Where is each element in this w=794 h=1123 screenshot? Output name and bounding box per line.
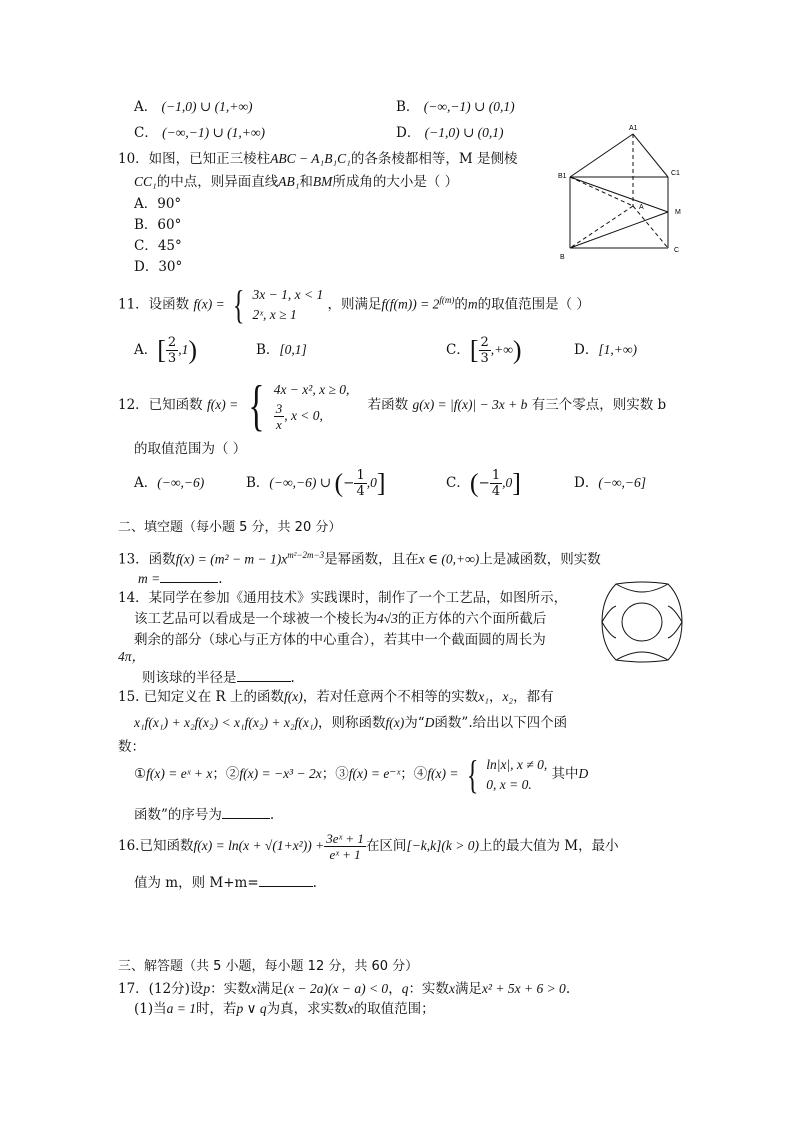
q11-options [134, 333, 197, 367]
q17-line2 [134, 1000, 435, 1018]
math-expression: f(x) = [193, 296, 225, 312]
math-var: m [467, 296, 478, 312]
math-expression: f(x) = ln(x + √(1+x²)) + [193, 838, 325, 853]
answer-blank[interactable] [222, 804, 270, 819]
q14-line1: 14．某同学在参加《通用技术》实践课时，制作了一个工艺品，如图所示， [118, 590, 568, 606]
front-section-circle [622, 603, 662, 641]
text: 10．如图，已知正三棱柱 [118, 151, 271, 167]
math-expression: ABC − A₁B₁C₁ [270, 151, 351, 166]
text: ，都有 [513, 689, 554, 705]
math-expression: f(x) = [206, 397, 239, 412]
text: 则该球的半径是 [142, 670, 237, 686]
q10-option-d: D．30° [134, 259, 183, 275]
option-label: C． [134, 125, 158, 141]
brace-icon: { [247, 374, 265, 437]
text: 函数”的序号为 [134, 807, 222, 823]
text: 若函数 [367, 397, 409, 413]
text: 的 [454, 296, 468, 313]
q12-line2: 的取值范围为（ ） [134, 441, 247, 457]
text: 上是减函数，则实数 [479, 551, 601, 568]
math-var: x₁ [478, 689, 489, 704]
option-expression: (−1,0) ∪ (0,1) [424, 125, 504, 140]
text: 函数”.给出以下四个函 [434, 715, 568, 731]
q10-line1 [118, 150, 518, 168]
math-expression: a = 1 [166, 1001, 196, 1016]
label-m: M [675, 209, 681, 216]
fraction: $\frac{2}{3}$ [167, 335, 177, 366]
label-b1: B1 [558, 173, 567, 180]
q16-line2: 值为 m，则 M+m= . [134, 872, 317, 892]
text: ，若对任意两个不相等的实数 [302, 689, 479, 705]
superscript: f(m) [439, 295, 455, 305]
text: 的取值范围是（ ） [477, 296, 590, 313]
fraction: $\frac{1}{4}$ [491, 468, 501, 499]
q11-stem [118, 278, 590, 327]
segment-b1-a [570, 177, 633, 206]
piecewise [486, 755, 547, 795]
text: 和 [299, 174, 313, 190]
q14-line2 [134, 610, 546, 628]
math-expression: 4√3 [377, 611, 398, 626]
option-expression: (−1,0) ∪ (1,+∞) [161, 99, 253, 114]
brace-icon: { [466, 751, 479, 797]
piece: 3x − 1, x < 1 [252, 287, 324, 302]
math-expression: f(x) = e⁻ˣ [348, 766, 401, 781]
math-var: D [424, 715, 435, 730]
q9-option-a [134, 98, 252, 116]
math-var: q [401, 981, 409, 996]
label-c: C [674, 247, 680, 254]
math-expression: (x − 2a)(x − a) < 0 [283, 981, 389, 996]
q10-option-b: B．60° [134, 217, 182, 233]
math-var: x [250, 981, 257, 996]
text: 13．函数 [118, 551, 176, 568]
option-expression: [1,+∞) [598, 342, 637, 357]
q15-items: ①f(x) = eˣ + x；②f(x) = −x³ − 2x；③f(x) = e⁻ˣ；④f(x) = { ln|x|, x ≠ 0, 0, x = 0. 其中D [134, 751, 589, 797]
text: ：实数 [210, 981, 251, 997]
option-expression: (−∞,−6) [157, 475, 205, 490]
q12-option-c: C．(− $\frac{1}{4}$ ,0] [446, 468, 521, 499]
math-expression: m = [138, 571, 161, 586]
math-expression: f(x) = (m² − m − 1)x [175, 551, 288, 567]
right-section-arc [668, 606, 682, 638]
answer-blank[interactable] [237, 667, 291, 682]
math-expression: x₁f(x₁) + x₂f(x₂) < x₁f(x₂) + x₂f(x₁) [134, 715, 319, 730]
fraction: $\frac{1}{4}$ [356, 468, 365, 499]
text: 的取值范围； [353, 1001, 435, 1017]
answer-blank[interactable] [160, 568, 218, 583]
text: 值为 m，则 M+m= [134, 875, 259, 891]
text: ：实数 [408, 981, 449, 997]
left-section-arc [602, 606, 616, 638]
q12-option-b: B．(−∞,−6) ∪ (− $\frac{1}{4}$ ,0] [246, 468, 386, 499]
segment-b1-m [570, 177, 668, 212]
text: 所成角的大小是（ ） [332, 174, 459, 190]
text: 上的最大值为 M，最小 [479, 838, 619, 854]
q11-option-d [574, 333, 637, 367]
piece: , x < 0, [284, 408, 323, 423]
q15-line1: 15. 已知定义在 R 上的函数f(x)，若对任意两个不相等的实数x₁，x₂，都有 [118, 689, 554, 705]
q16-line1 [118, 826, 619, 866]
q10-option-c: C．45° [134, 238, 182, 254]
brace-icon: { [232, 282, 245, 327]
text: 其中 [551, 766, 579, 782]
q11-option-a: A．[ $\frac{2}{3}$ ,1) [134, 335, 197, 366]
math-expression: f(f(m)) = 2 [381, 296, 440, 312]
q10-line2 [134, 173, 458, 191]
text: 满足 [454, 981, 482, 997]
math-var: D [578, 766, 589, 781]
q11-option-c: C．[ $\frac{2}{3}$ ,+∞) [446, 335, 522, 366]
sphere-cube-figure [596, 578, 688, 666]
text: 为真，求实数 [266, 1001, 348, 1017]
q9-option-d [396, 124, 504, 142]
math-expression: g(x) = |f(x)| − 3x + b [412, 397, 528, 412]
math-expression: f(x) = −x³ − 2x [239, 766, 322, 781]
option-expression: [0,1] [279, 342, 307, 357]
q14-line3: 剩余的部分（球心与正方体的中心重合），若其中一个截面圆的周长为 [134, 632, 546, 648]
edge-a1-c1 [633, 134, 668, 177]
math-expression: AB₁ [278, 174, 300, 189]
text: 满足 [256, 981, 284, 997]
option-expression: (−∞,−1) ∪ (1,+∞) [162, 125, 266, 140]
edge-a-c [633, 206, 668, 248]
edge-a1-b1 [570, 134, 633, 177]
text: 17．(12分)设 [118, 981, 204, 997]
answer-blank[interactable] [259, 872, 313, 887]
text: 是幂函数，且在 [324, 551, 419, 568]
q13-line2: m = . [138, 568, 223, 588]
fraction: $\frac{3}{x}$ [275, 401, 283, 432]
label-a: A [639, 204, 644, 211]
option-expression: (−∞,−6] [598, 475, 647, 490]
section-title-solutions: 三、解答题（共 5 小题，每小题 12 分，共 60 分） [118, 959, 419, 974]
math-expression: f(x) [284, 689, 303, 704]
math-expression: p ∨ q [236, 1001, 267, 1016]
q9-option-b [396, 98, 515, 116]
fraction: $\frac{\text{3eˣ + 1}}{\text{eˣ + 1}}$ [326, 831, 364, 862]
q15-line2: x₁f(x₁) + x₂f(x₂) < x₁f(x₂) + x₂f(x₁)，则称函数f(x)为“D函数”.给出以下四个函 [134, 715, 568, 731]
bottom-section-arc [616, 652, 668, 660]
label-c1: C1 [671, 170, 680, 177]
q13-line1 [118, 546, 601, 569]
math-expression: CC₁ [134, 174, 157, 189]
option-expression: (−∞,−1) ∪ (0,1) [423, 99, 515, 114]
edge-a-b [570, 206, 633, 248]
math-expression: [−k,k](k > 0) [406, 838, 480, 853]
cube-silhouette [602, 582, 682, 662]
text: 12．已知函数 [118, 397, 203, 413]
math-expression: x² + 5x + 6 > 0 [481, 981, 566, 996]
text: ，则满足 [327, 296, 382, 313]
option-label: B． [396, 99, 420, 115]
math-var: x₂ [502, 689, 514, 704]
text: 有三个零点，则实数 b [531, 397, 667, 413]
option-label: D． [396, 125, 421, 141]
text: 的各条棱都相等，M 是侧棱 [350, 151, 518, 167]
text: 的正方体的六个面所截后 [397, 611, 547, 627]
text: 的中点，则异面直线 [156, 174, 279, 190]
piecewise [274, 379, 350, 432]
math-expression: f(x) = eˣ + x [146, 766, 213, 781]
text: 15. 已知定义在 R 上的函数 [118, 689, 285, 705]
option-label: D． [574, 475, 599, 491]
text: 在区间 [365, 838, 407, 854]
section-title-fill-in: 二、填空题（每小题 5 分，共 20 分） [118, 520, 342, 535]
text: 16.已知函数 [118, 838, 194, 854]
math-var: x [448, 981, 455, 996]
q14-line5: 则该球的半径是 . [142, 667, 295, 687]
option-label: C． [446, 342, 470, 358]
text: 11．设函数 [118, 296, 190, 313]
piece: 4x − x², x ≥ 0, [273, 382, 350, 397]
label-a1: A1 [629, 125, 638, 132]
q11-option-b [256, 333, 307, 367]
math-expression: x ∈ (0,+∞) [418, 551, 480, 567]
fraction: $\frac{2}{3}$ [480, 335, 489, 366]
q12-stem [118, 374, 666, 436]
text: ，则称函数 [318, 715, 386, 731]
top-section-arc [616, 584, 668, 592]
prism-figure [556, 120, 696, 265]
piecewise [253, 285, 324, 325]
option-label: A． [134, 475, 158, 491]
piece: 2ˣ, x ≥ 1 [252, 307, 297, 322]
math-var: p [203, 981, 211, 996]
option-label: B． [246, 475, 270, 491]
q15-line3: 数： [118, 739, 145, 755]
q10-option-a: A．90° [134, 196, 182, 212]
text: 时，若 [196, 1001, 237, 1017]
label-b: B [560, 254, 565, 261]
q12-option-a [134, 466, 204, 500]
text: (1)当 [134, 1001, 167, 1017]
option-label: C． [446, 475, 470, 491]
option-label: B． [256, 342, 280, 358]
q17-line1: 17．(12分)设p：实数x满足(x − 2a)(x − a) < 0，q：实数x满足x² + 5x + 6 > 0. [118, 981, 571, 997]
superscript: m²−2m−3 [287, 550, 325, 560]
text: 该工艺品可以看成是一个球被一个棱长为 [134, 611, 377, 627]
option-label: A． [134, 99, 158, 115]
math-expression: f(x) [385, 715, 405, 730]
q14-line4: 4π， [118, 649, 146, 664]
math-expression: f(x) = [427, 766, 459, 781]
option-label: D． [574, 342, 599, 358]
q15-line5: 函数”的序号为 . [134, 804, 274, 824]
piece: ln|x|, x ≠ 0, [486, 756, 548, 772]
option-label: A． [134, 342, 158, 358]
q9-option-c [134, 124, 265, 142]
piece: 0, x = 0. [486, 776, 532, 792]
math-var: x [347, 1001, 354, 1016]
math-expression: BM [312, 174, 333, 189]
q12-option-d [574, 466, 646, 500]
